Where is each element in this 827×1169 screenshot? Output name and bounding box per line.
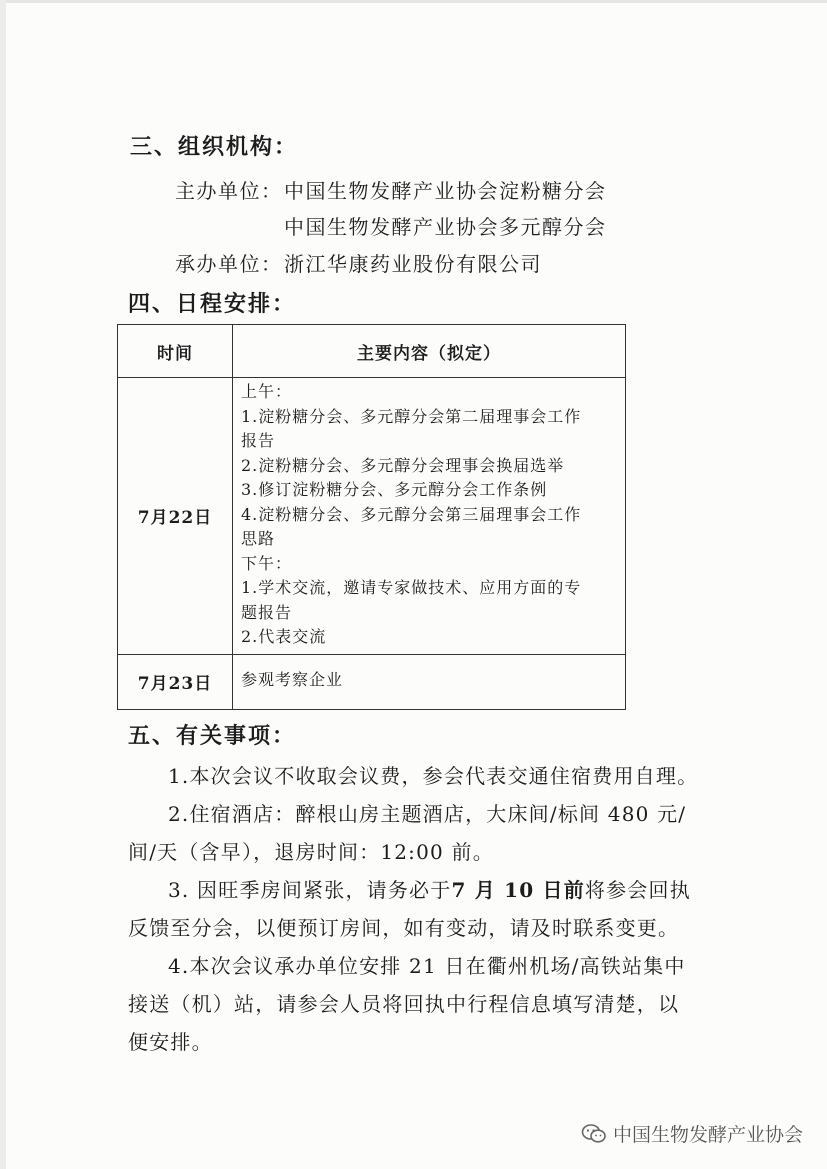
- section3-heading: 三、组织机构：: [130, 134, 299, 160]
- content-line: 1.学术交流，邀请专家做技术、应用方面的专: [241, 578, 582, 597]
- content-line: 题报告: [241, 602, 293, 622]
- table-row: [118, 378, 626, 655]
- date-cell: 7月23日: [118, 654, 233, 709]
- table-header-row: [118, 325, 626, 378]
- content-cell: [233, 378, 626, 655]
- content-line: 2.代表交流: [241, 627, 327, 646]
- page-top-edge: [0, 0, 827, 3]
- note-item-4-line-2: 接送（机）站，请参会人员将回执中行程信息填写清楚，以: [128, 992, 680, 1016]
- header-time: 时间: [118, 325, 233, 378]
- content-line: 2.淀粉糖分会、多元醇分会理事会换届选举: [241, 455, 565, 475]
- header-content: 主要内容（拟定）: [233, 325, 626, 378]
- note-item-2-line-1: 2.住宿酒店：醉根山房主题酒店，大床间/标间 480 元/: [168, 802, 687, 826]
- deadline-date: 7 月 10 日前: [451, 878, 585, 902]
- note-item-2-line-2: 间/天（含早），退房时间：12:00 前。: [128, 840, 494, 864]
- content-line: 3.修订淀粉糖分会、多元醇分会工作条例: [241, 480, 548, 499]
- host-unit-2: 中国生物发酵产业协会多元醇分会: [284, 215, 607, 239]
- section5-heading: 五、有关事项：: [128, 723, 297, 749]
- content-line: 下午：: [241, 553, 293, 573]
- content-line: 1.淀粉糖分会、多元醇分会第二届理事会工作: [241, 406, 582, 426]
- content-cell: [233, 654, 626, 709]
- host-label: 主办单位：: [175, 179, 283, 203]
- content-line: 4.淀粉糖分会、多元醇分会第三届理事会工作: [241, 504, 582, 524]
- note-item-3-post: 将参会回执: [584, 878, 691, 902]
- note-item-1: 1.本次会议不收取会议费，参会代表交通住宿费用自理。: [168, 764, 699, 788]
- note-item-4-line-1: 4.本次会议承办单位安排 21 日在衢州机场/高铁站集中: [168, 954, 686, 978]
- note-item-3-line-1: [128, 871, 708, 909]
- content-line: 参观考察企业: [241, 670, 344, 690]
- note-item-4-line-3: 便安排。: [128, 1030, 213, 1054]
- section4-heading: 四、日程安排：: [128, 291, 297, 317]
- date-cell: 7月22日: [118, 378, 233, 655]
- notes-body: [128, 757, 708, 1061]
- page-left-edge: [0, 0, 6, 1169]
- organizer-label: 承办单位：: [175, 252, 283, 276]
- content-line: 思路: [241, 529, 276, 548]
- wechat-icon: [581, 1123, 607, 1145]
- host-unit-1: 中国生物发酵产业协会淀粉糖分会: [284, 179, 607, 203]
- organizer-unit: 浙江华康药业股份有限公司: [284, 252, 542, 276]
- watermark: [581, 1120, 803, 1147]
- watermark-text: 中国生物发酵产业协会: [612, 1124, 803, 1146]
- content-line: 报告: [241, 431, 276, 450]
- note-item-3-line-2: 反馈至分会，以便预订房间，如有变动，请及时联系变更。: [128, 916, 680, 940]
- schedule-table: [117, 324, 626, 710]
- content-line: 上午：: [241, 382, 293, 401]
- note-item-3-pre: 3. 因旺季房间紧张，请务必于: [168, 878, 452, 902]
- table-row: [118, 654, 626, 709]
